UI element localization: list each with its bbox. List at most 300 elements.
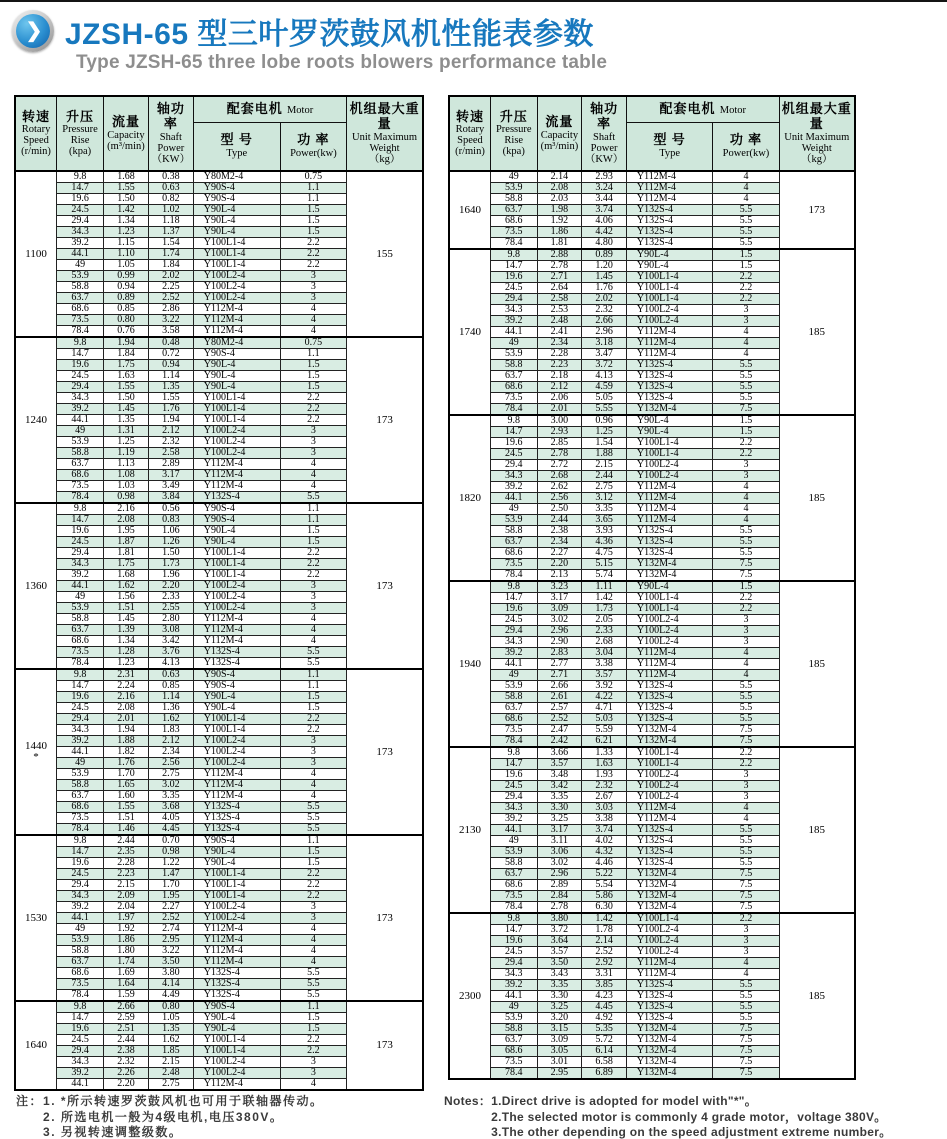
cell-motor-type: Y112M-4 bbox=[193, 481, 280, 492]
cell-shaft-power: 3.80 bbox=[148, 968, 193, 979]
cell-rotary-speed: 2300 bbox=[449, 913, 490, 1079]
cell-motor-type: Y100L1-4 bbox=[193, 548, 280, 559]
cell-capacity: 2.32 bbox=[104, 1057, 149, 1068]
cell-motor-type: Y100L2-4 bbox=[626, 460, 712, 471]
cell-motor-power: 1.1 bbox=[280, 194, 347, 205]
cell-pressure-rise: 68.6 bbox=[57, 802, 104, 813]
cell-motor-type: Y100L2-4 bbox=[626, 305, 712, 316]
cell-capacity: 2.52 bbox=[537, 714, 582, 725]
cell-motor-type: Y112M-4 bbox=[626, 670, 712, 681]
cell-motor-type: Y132S-4 bbox=[626, 847, 712, 858]
performance-table-left bbox=[14, 95, 424, 1091]
cell-shaft-power: 1.50 bbox=[148, 548, 193, 559]
cell-motor-power: 2.2 bbox=[713, 604, 779, 615]
cell-pressure-rise: 44.1 bbox=[57, 1079, 104, 1091]
cell-capacity: 1.95 bbox=[104, 526, 149, 537]
cell-motor-type: Y132S-4 bbox=[626, 548, 712, 559]
cell-pressure-rise: 29.4 bbox=[57, 548, 104, 559]
cell-motor-type: Y100L2-4 bbox=[193, 603, 280, 614]
cell-motor-type: Y90L-4 bbox=[193, 216, 280, 227]
cell-motor-power: 1.5 bbox=[280, 1013, 347, 1024]
cell-motor-power: 4 bbox=[713, 969, 779, 980]
cell-capacity: 1.75 bbox=[104, 559, 149, 570]
cell-shaft-power: 4.36 bbox=[582, 537, 627, 548]
cell-motor-type: Y100L1-4 bbox=[626, 913, 712, 925]
cell-capacity: 1.15 bbox=[104, 238, 149, 249]
cell-shaft-power: 1.95 bbox=[148, 891, 193, 902]
cell-capacity: 2.72 bbox=[537, 460, 582, 471]
cell-shaft-power: 0.38 bbox=[148, 171, 193, 183]
cell-motor-power: 7.5 bbox=[713, 725, 779, 736]
cell-pressure-rise: 9.8 bbox=[57, 171, 104, 183]
cell-motor-power: 5.5 bbox=[280, 824, 347, 836]
cell-pressure-rise: 34.3 bbox=[490, 305, 537, 316]
cell-capacity: 2.28 bbox=[537, 349, 582, 360]
cell-capacity: 2.09 bbox=[104, 891, 149, 902]
cell-motor-power: 5.5 bbox=[280, 802, 347, 813]
cell-shaft-power: 2.75 bbox=[148, 1079, 193, 1091]
cell-motor-type: Y90S-4 bbox=[193, 835, 280, 847]
cell-pressure-rise: 73.5 bbox=[490, 559, 537, 570]
cell-shaft-power: 6.30 bbox=[582, 902, 627, 914]
cell-pressure-rise: 49 bbox=[490, 1002, 537, 1013]
cell-motor-type: Y132M-4 bbox=[626, 1046, 712, 1057]
cell-motor-power: 5.5 bbox=[713, 847, 779, 858]
cell-motor-type: Y90L-4 bbox=[193, 1013, 280, 1024]
cell-pressure-rise: 63.7 bbox=[490, 537, 537, 548]
cell-pressure-rise: 9.8 bbox=[57, 503, 104, 515]
cell-capacity: 3.17 bbox=[537, 825, 582, 836]
cell-motor-type: Y132M-4 bbox=[626, 570, 712, 582]
cell-motor-power: 3 bbox=[280, 581, 347, 592]
cell-unit-weight: 173 bbox=[347, 835, 423, 1001]
cell-motor-type: Y100L2-4 bbox=[193, 448, 280, 459]
cell-shaft-power: 4.32 bbox=[582, 847, 627, 858]
cell-motor-power: 4 bbox=[713, 349, 779, 360]
cell-motor-type: Y100L1-4 bbox=[193, 393, 280, 404]
cell-shaft-power: 3.47 bbox=[582, 349, 627, 360]
cell-capacity: 3.30 bbox=[537, 803, 582, 814]
col-header-unit-weight: 机组最大重量 Unit Maximum Weight （kg） bbox=[779, 96, 855, 171]
cell-motor-type: Y132S-4 bbox=[193, 979, 280, 990]
cell-capacity: 2.77 bbox=[537, 659, 582, 670]
cell-motor-power: 3 bbox=[280, 592, 347, 603]
page-header bbox=[12, 9, 594, 53]
cell-capacity: 2.95 bbox=[537, 1068, 582, 1080]
cell-capacity: 1.13 bbox=[104, 459, 149, 470]
cell-motor-power: 4 bbox=[713, 814, 779, 825]
cell-motor-type: Y112M-4 bbox=[193, 315, 280, 326]
cell-shaft-power: 3.18 bbox=[582, 338, 627, 349]
cell-pressure-rise: 9.8 bbox=[57, 669, 104, 681]
note-cn-2: 2. 所选电机一般为4级电机,电压380V。 bbox=[43, 1109, 284, 1124]
cell-motor-power: 5.5 bbox=[713, 1013, 779, 1024]
cell-motor-type: Y90S-4 bbox=[193, 503, 280, 515]
cell-motor-power: 2.2 bbox=[280, 393, 347, 404]
cell-rotary-speed: 1740 bbox=[449, 249, 490, 415]
cell-shaft-power: 4.80 bbox=[582, 238, 627, 250]
cell-motor-power: 1.1 bbox=[280, 515, 347, 526]
cell-shaft-power: 5.15 bbox=[582, 559, 627, 570]
cell-pressure-rise: 9.8 bbox=[57, 835, 104, 847]
cell-motor-power: 5.5 bbox=[713, 205, 779, 216]
cell-shaft-power: 6.58 bbox=[582, 1057, 627, 1068]
cell-capacity: 2.41 bbox=[537, 327, 582, 338]
cell-pressure-rise: 19.6 bbox=[490, 438, 537, 449]
cell-pressure-rise: 34.3 bbox=[57, 227, 104, 238]
cell-capacity: 2.13 bbox=[537, 570, 582, 582]
cell-motor-power: 2.2 bbox=[280, 714, 347, 725]
cell-motor-type: Y100L2-4 bbox=[193, 271, 280, 282]
cell-pressure-rise: 29.4 bbox=[57, 714, 104, 725]
cell-shaft-power: 4.14 bbox=[148, 979, 193, 990]
cell-motor-type: Y100L2-4 bbox=[626, 637, 712, 648]
cell-motor-type: Y90L-4 bbox=[626, 415, 712, 427]
cell-shaft-power: 3.08 bbox=[148, 625, 193, 636]
col-header-capacity: 流量 Capacity (m³/min) bbox=[104, 96, 149, 171]
cell-capacity: 1.23 bbox=[104, 227, 149, 238]
cell-motor-type: Y132S-4 bbox=[626, 692, 712, 703]
cell-motor-type: Y80M2-4 bbox=[193, 337, 280, 349]
cell-pressure-rise: 14.7 bbox=[57, 183, 104, 194]
cell-shaft-power: 1.54 bbox=[148, 238, 193, 249]
cell-motor-type: Y112M-4 bbox=[193, 791, 280, 802]
cell-motor-power: 4 bbox=[280, 470, 347, 481]
cell-motor-power: 1.5 bbox=[713, 581, 779, 593]
cell-shaft-power: 1.06 bbox=[148, 526, 193, 537]
cell-pressure-rise: 78.4 bbox=[490, 902, 537, 914]
cell-capacity: 2.51 bbox=[104, 1024, 149, 1035]
cell-shaft-power: 2.15 bbox=[582, 460, 627, 471]
cell-pressure-rise: 14.7 bbox=[57, 681, 104, 692]
cell-pressure-rise: 49 bbox=[57, 924, 104, 935]
cell-motor-power: 3 bbox=[280, 437, 347, 448]
cell-pressure-rise: 58.8 bbox=[490, 692, 537, 703]
cell-shaft-power: 3.24 bbox=[582, 183, 627, 194]
cell-motor-type: Y132S-4 bbox=[626, 216, 712, 227]
cell-motor-power: 1.5 bbox=[713, 249, 779, 261]
cell-pressure-rise: 63.7 bbox=[490, 371, 537, 382]
cell-shaft-power: 2.96 bbox=[582, 327, 627, 338]
cell-pressure-rise: 53.9 bbox=[57, 603, 104, 614]
cell-motor-type: Y132S-4 bbox=[193, 647, 280, 658]
cell-motor-type: Y132S-4 bbox=[626, 360, 712, 371]
cell-capacity: 1.39 bbox=[104, 625, 149, 636]
cell-capacity: 2.20 bbox=[104, 1079, 149, 1091]
cell-shaft-power: 1.70 bbox=[148, 880, 193, 891]
cell-shaft-power: 0.72 bbox=[148, 349, 193, 360]
cell-motor-type: Y132S-4 bbox=[626, 238, 712, 250]
cell-pressure-rise: 63.7 bbox=[57, 625, 104, 636]
cell-pressure-rise: 44.1 bbox=[490, 991, 537, 1002]
cell-capacity: 1.87 bbox=[104, 537, 149, 548]
cell-motor-type: Y90L-4 bbox=[193, 858, 280, 869]
cell-motor-type: Y132S-4 bbox=[626, 681, 712, 692]
cell-motor-type: Y132S-4 bbox=[626, 393, 712, 404]
cell-capacity: 1.94 bbox=[104, 725, 149, 736]
col-header-motor-type: 型 号 Type bbox=[193, 122, 280, 171]
col-header-capacity: 流量 Capacity (m³/min) bbox=[537, 96, 582, 171]
cell-motor-type: Y112M-4 bbox=[193, 1079, 280, 1091]
cell-motor-power: 5.5 bbox=[713, 216, 779, 227]
cell-capacity: 2.38 bbox=[104, 1046, 149, 1057]
cell-capacity: 2.84 bbox=[537, 891, 582, 902]
cell-pressure-rise: 44.1 bbox=[57, 415, 104, 426]
cell-capacity: 1.84 bbox=[104, 349, 149, 360]
cell-motor-power: 5.5 bbox=[280, 647, 347, 658]
cell-motor-type: Y112M-4 bbox=[193, 625, 280, 636]
cell-capacity: 3.43 bbox=[537, 969, 582, 980]
cell-shaft-power: 4.45 bbox=[148, 824, 193, 836]
cell-capacity: 3.02 bbox=[537, 615, 582, 626]
cell-pressure-rise: 53.9 bbox=[490, 515, 537, 526]
cell-pressure-rise: 9.8 bbox=[57, 337, 104, 349]
cell-motor-type: Y132S-4 bbox=[626, 382, 712, 393]
cell-capacity: 1.42 bbox=[104, 205, 149, 216]
cell-shaft-power: 1.94 bbox=[148, 415, 193, 426]
cell-pressure-rise: 9.8 bbox=[490, 249, 537, 261]
cell-motor-type: Y132M-4 bbox=[626, 559, 712, 570]
cell-unit-weight: 185 bbox=[779, 415, 855, 581]
cell-shaft-power: 3.04 bbox=[582, 648, 627, 659]
cell-shaft-power: 4.22 bbox=[582, 692, 627, 703]
cell-motor-power: 4 bbox=[713, 803, 779, 814]
cell-motor-power: 5.5 bbox=[713, 681, 779, 692]
cell-motor-type: Y132S-4 bbox=[626, 836, 712, 847]
cell-shaft-power: 4.23 bbox=[582, 991, 627, 1002]
cell-shaft-power: 1.62 bbox=[148, 1035, 193, 1046]
cell-shaft-power: 2.56 bbox=[148, 758, 193, 769]
cell-capacity: 1.23 bbox=[104, 658, 149, 670]
cell-motor-power: 4 bbox=[280, 315, 347, 326]
cell-capacity: 1.50 bbox=[104, 393, 149, 404]
cell-motor-power: 1.1 bbox=[280, 349, 347, 360]
page-subtitle: Type JZSH-65 three lobe roots blowers performance table bbox=[76, 52, 608, 73]
cell-motor-type: Y132M-4 bbox=[626, 1057, 712, 1068]
cell-motor-type: Y100L1-4 bbox=[193, 238, 280, 249]
table-row bbox=[15, 171, 423, 183]
col-header-pressure-rise: 升压 Pressure Rise (kpa) bbox=[57, 96, 104, 171]
cell-capacity: 2.85 bbox=[537, 438, 582, 449]
cell-motor-type: Y132S-4 bbox=[193, 813, 280, 824]
cell-motor-power: 7.5 bbox=[713, 570, 779, 582]
cell-pressure-rise: 78.4 bbox=[57, 824, 104, 836]
cell-capacity: 1.86 bbox=[537, 227, 582, 238]
cell-capacity: 2.57 bbox=[537, 703, 582, 714]
cell-motor-type: Y100L1-4 bbox=[193, 1046, 280, 1057]
cell-motor-type: Y90L-4 bbox=[193, 227, 280, 238]
note-en-2: 2.The selected motor is commonly 4 grade motor，voltage 380V。 bbox=[491, 1109, 887, 1124]
cell-motor-type: Y112M-4 bbox=[626, 349, 712, 360]
cell-shaft-power: 0.80 bbox=[148, 1001, 193, 1013]
cell-motor-power: 1.5 bbox=[713, 415, 779, 427]
cell-pressure-rise: 63.7 bbox=[57, 791, 104, 802]
cell-pressure-rise: 49 bbox=[57, 260, 104, 271]
cell-capacity: 1.60 bbox=[104, 791, 149, 802]
cell-pressure-rise: 14.7 bbox=[490, 759, 537, 770]
cell-pressure-rise: 14.7 bbox=[57, 515, 104, 526]
cell-pressure-rise: 24.5 bbox=[57, 205, 104, 216]
table-row bbox=[449, 249, 855, 261]
cell-capacity: 3.72 bbox=[537, 925, 582, 936]
cell-motor-power: 1.5 bbox=[713, 427, 779, 438]
cell-capacity: 1.51 bbox=[104, 813, 149, 824]
cell-capacity: 1.76 bbox=[104, 758, 149, 769]
note-en-3: 3.The other depending on the speed adjustment extreme number。 bbox=[491, 1125, 892, 1139]
cell-pressure-rise: 58.8 bbox=[57, 282, 104, 293]
cell-shaft-power: 0.82 bbox=[148, 194, 193, 205]
cell-pressure-rise: 73.5 bbox=[57, 315, 104, 326]
cell-pressure-rise: 58.8 bbox=[490, 360, 537, 371]
cell-capacity: 2.08 bbox=[104, 515, 149, 526]
cell-motor-power: 5.5 bbox=[280, 968, 347, 979]
cell-pressure-rise: 34.3 bbox=[57, 559, 104, 570]
cell-motor-type: Y132M-4 bbox=[626, 891, 712, 902]
cell-shaft-power: 1.20 bbox=[582, 261, 627, 272]
cell-motor-power: 4 bbox=[280, 304, 347, 315]
cell-pressure-rise: 19.6 bbox=[57, 360, 104, 371]
cell-motor-type: Y100L1-4 bbox=[193, 415, 280, 426]
cell-motor-power: 3 bbox=[713, 460, 779, 471]
cell-capacity: 3.09 bbox=[537, 1035, 582, 1046]
cell-shaft-power: 3.74 bbox=[582, 205, 627, 216]
cell-shaft-power: 1.78 bbox=[582, 925, 627, 936]
cell-shaft-power: 3.68 bbox=[148, 802, 193, 813]
cell-capacity: 2.44 bbox=[104, 1035, 149, 1046]
cell-capacity: 2.35 bbox=[104, 847, 149, 858]
cell-motor-type: Y90L-4 bbox=[193, 382, 280, 393]
cell-motor-power: 4 bbox=[280, 791, 347, 802]
cell-shaft-power: 2.44 bbox=[582, 471, 627, 482]
cell-shaft-power: 5.03 bbox=[582, 714, 627, 725]
cell-motor-power: 7.5 bbox=[713, 736, 779, 748]
cell-rotary-speed: 1640 bbox=[15, 1001, 57, 1090]
cell-pressure-rise: 58.8 bbox=[57, 780, 104, 791]
cell-motor-type: Y100L1-4 bbox=[193, 714, 280, 725]
cell-motor-type: Y90L-4 bbox=[193, 703, 280, 714]
cell-pressure-rise: 68.6 bbox=[57, 968, 104, 979]
cell-capacity: 1.70 bbox=[104, 769, 149, 780]
cell-motor-power: 7.5 bbox=[713, 1024, 779, 1035]
cell-rotary-speed: 1360 bbox=[15, 503, 57, 669]
cell-motor-power: 4 bbox=[280, 326, 347, 338]
cell-pressure-rise: 39.2 bbox=[490, 316, 537, 327]
cell-capacity: 3.17 bbox=[537, 593, 582, 604]
cell-shaft-power: 1.14 bbox=[148, 692, 193, 703]
cell-pressure-rise: 39.2 bbox=[490, 648, 537, 659]
cell-pressure-rise: 19.6 bbox=[57, 526, 104, 537]
cell-capacity: 2.68 bbox=[537, 471, 582, 482]
cell-pressure-rise: 24.5 bbox=[57, 869, 104, 880]
cell-motor-type: Y100L1-4 bbox=[626, 283, 712, 294]
cell-capacity: 3.01 bbox=[537, 1057, 582, 1068]
cell-capacity: 1.92 bbox=[104, 924, 149, 935]
cell-capacity: 2.44 bbox=[104, 835, 149, 847]
cell-motor-power: 3 bbox=[713, 947, 779, 958]
cell-capacity: 2.23 bbox=[104, 869, 149, 880]
cell-shaft-power: 3.31 bbox=[582, 969, 627, 980]
cell-motor-type: Y132S-4 bbox=[626, 991, 712, 1002]
cell-pressure-rise: 19.6 bbox=[490, 936, 537, 947]
cell-capacity: 2.53 bbox=[537, 305, 582, 316]
cell-motor-power: 3 bbox=[280, 736, 347, 747]
cell-motor-power: 7.5 bbox=[713, 1046, 779, 1057]
cell-motor-power: 4 bbox=[713, 183, 779, 194]
cell-pressure-rise: 24.5 bbox=[57, 371, 104, 382]
cell-motor-type: Y100L1-4 bbox=[626, 438, 712, 449]
cell-capacity: 1.86 bbox=[104, 935, 149, 946]
cell-capacity: 2.27 bbox=[537, 548, 582, 559]
cell-capacity: 2.88 bbox=[537, 249, 582, 261]
cell-pressure-rise: 39.2 bbox=[57, 902, 104, 913]
cell-pressure-rise: 68.6 bbox=[490, 382, 537, 393]
cell-shaft-power: 3.35 bbox=[148, 791, 193, 802]
col-header-motor-power: 功 率 Power(kw) bbox=[280, 122, 347, 171]
cell-pressure-rise: 14.7 bbox=[57, 349, 104, 360]
cell-shaft-power: 1.42 bbox=[582, 913, 627, 925]
cell-capacity: 0.80 bbox=[104, 315, 149, 326]
cell-pressure-rise: 63.7 bbox=[57, 293, 104, 304]
cell-capacity: 2.31 bbox=[104, 669, 149, 681]
cell-shaft-power: 2.12 bbox=[148, 736, 193, 747]
cell-pressure-rise: 9.8 bbox=[490, 581, 537, 593]
cell-motor-type: Y112M-4 bbox=[193, 935, 280, 946]
cell-pressure-rise: 49 bbox=[490, 836, 537, 847]
cell-pressure-rise: 68.6 bbox=[57, 304, 104, 315]
cell-shaft-power: 4.75 bbox=[582, 548, 627, 559]
cell-capacity: 0.76 bbox=[104, 326, 149, 338]
cell-shaft-power: 0.63 bbox=[148, 183, 193, 194]
cell-shaft-power: 2.02 bbox=[582, 294, 627, 305]
cell-capacity: 1.98 bbox=[537, 205, 582, 216]
cell-motor-power: 1.5 bbox=[280, 227, 347, 238]
cell-capacity: 1.68 bbox=[104, 570, 149, 581]
cell-pressure-rise: 29.4 bbox=[490, 294, 537, 305]
cell-motor-type: Y132S-4 bbox=[626, 526, 712, 537]
cell-motor-power: 2.2 bbox=[280, 548, 347, 559]
cell-capacity: 2.71 bbox=[537, 670, 582, 681]
cell-motor-type: Y132S-4 bbox=[626, 825, 712, 836]
direct-drive-asterisk: * bbox=[33, 751, 39, 763]
cell-motor-power: 1.1 bbox=[280, 669, 347, 681]
cell-capacity: 2.08 bbox=[537, 183, 582, 194]
cell-motor-power: 2.2 bbox=[280, 415, 347, 426]
cell-shaft-power: 2.34 bbox=[148, 747, 193, 758]
cell-capacity: 2.61 bbox=[537, 692, 582, 703]
cell-motor-power: 5.5 bbox=[713, 526, 779, 537]
cell-shaft-power: 2.27 bbox=[148, 902, 193, 913]
cell-shaft-power: 3.76 bbox=[148, 647, 193, 658]
cell-motor-power: 2.2 bbox=[280, 891, 347, 902]
cell-motor-type: Y100L2-4 bbox=[193, 426, 280, 437]
cell-pressure-rise: 53.9 bbox=[57, 271, 104, 282]
performance-table bbox=[14, 95, 424, 1091]
cell-motor-power: 5.5 bbox=[280, 979, 347, 990]
cell-capacity: 2.28 bbox=[104, 858, 149, 869]
cell-motor-type: Y112M-4 bbox=[626, 803, 712, 814]
cell-motor-power: 2.2 bbox=[713, 913, 779, 925]
cell-motor-power: 0.75 bbox=[280, 337, 347, 349]
cell-pressure-rise: 44.1 bbox=[490, 493, 537, 504]
cell-capacity: 2.48 bbox=[537, 316, 582, 327]
cell-capacity: 2.83 bbox=[537, 648, 582, 659]
cell-motor-power: 7.5 bbox=[713, 1068, 779, 1080]
table-row bbox=[15, 503, 423, 515]
cell-motor-type: Y132M-4 bbox=[626, 725, 712, 736]
cell-capacity: 3.25 bbox=[537, 1002, 582, 1013]
cell-motor-type: Y100L1-4 bbox=[626, 593, 712, 604]
cell-unit-weight: 155 bbox=[347, 171, 423, 337]
